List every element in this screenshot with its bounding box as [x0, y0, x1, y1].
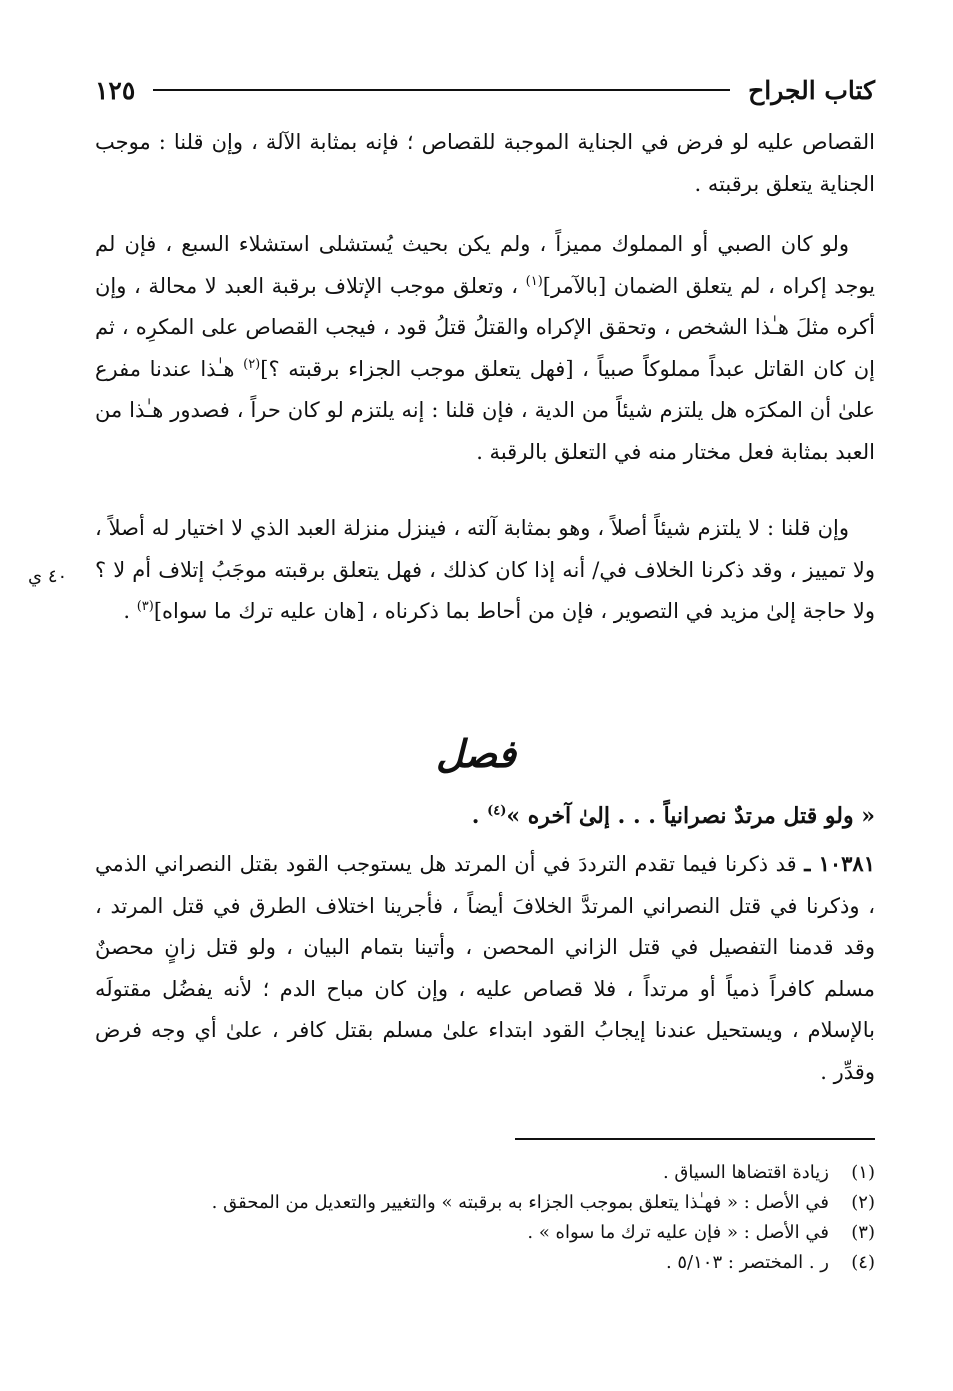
footnote-ref-1: (١) — [525, 273, 543, 289]
paragraph-2 — [95, 224, 875, 473]
footnote-4 — [95, 1248, 875, 1278]
section-quote-end: . — [471, 803, 488, 829]
paragraph-3-text: وإن قلنا : لا يلتزم شيئاً أصلاً ، وهو بمثابة آلته ، فينزل منزلة العبد الذي لا اختيار له أصلاً ، ولا تمييز ، وقد ذكرنا الخلاف في/ أنه إذا كان كذلك ، فهل يتعلق برقبته موجَبُ إتلاف أم لا ؟ ولا حاجة إلىٰ مزيد في التصوير ، فإن من أحاط بما ذكرناه ، [هان عليه ترك ما سواه] — [95, 516, 875, 623]
footnote-number: (٤) — [851, 1252, 875, 1273]
footnote-number: (١) — [851, 1162, 875, 1183]
footnote-ref-4: (٤) — [487, 803, 507, 819]
paragraph-2-text-b: ، وتعلق موجب الإتلاف برقبة العبد لا محالة ، وإن أكره مثلَ هـٰذا الشخص ، وتحقق الإكراه والقتلُ قتلُ قود ، فيجب القصاص على المكرِه ، ثم إن كان القاتل عبداً مملوكاً صبياً ، [فهل يتعلق موجب الجزاء برقبته ؟] — [95, 273, 875, 381]
paragraph-1-text: القصاص عليه لو فرض في الجناية الموجبة للقصاص ؛ فإنه بمثابة الآلة ، وإن قلنا : موجب الجناية يتعلق برقبته . — [95, 130, 875, 196]
section-heading-text: فصل — [436, 730, 516, 776]
paragraph-3-end: . — [123, 599, 137, 623]
footnote-separator — [515, 1138, 875, 1140]
paragraph-3 — [95, 508, 875, 633]
manuscript-folio-note: ٤٠ ي — [28, 566, 68, 587]
footnote-3 — [95, 1218, 875, 1248]
book-title: كتاب الجراح — [748, 75, 875, 105]
section-quote-text: « ولو قتل مرتدٌ نصرانياً . . . إلىٰ آخره » — [506, 803, 875, 829]
paragraph-numbered — [95, 843, 875, 1093]
paragraph-number: ١٠٣٨١ ـ — [804, 851, 875, 876]
footnote-ref-2: (٢) — [243, 356, 261, 372]
section-quote — [350, 796, 875, 836]
footnote-number: (٣) — [851, 1222, 875, 1243]
footnote-number: (٢) — [851, 1192, 875, 1213]
footnote-text: ر . المختصر : ٥/١٠٣ . — [665, 1252, 829, 1273]
footnote-text: في الأصل : « فإن عليه ترك ما سواه » . — [527, 1222, 829, 1243]
paragraph-1 — [95, 122, 875, 205]
page-number: ١٢٥ — [95, 75, 136, 105]
paragraph-2-text-c: هـٰذا عندنا مفرع علىٰ أن المكرَه هل يلتزم شيئاً من الدية ، فإن قلنا : إنه يلتزم لو كان حراً ، فصدور هـٰذا من العبد بمثابة فعل مختار منه في التعلق بالرقبة . — [95, 356, 875, 464]
footnote-text: زيادة اقتضاها السياق . — [662, 1162, 829, 1183]
footnote-text: في الأصل : « فهـٰذا يتعلق بموجب الجزاء به برقبته » والتغيير والتعديل من المحقق . — [211, 1192, 829, 1213]
section-heading — [416, 722, 536, 784]
footnote-1 — [95, 1158, 875, 1188]
header-rule — [153, 89, 730, 91]
running-header — [95, 70, 875, 110]
paragraph-2-text-a: ولو كان الصبي أو المملوك مميزاً ، ولم يكن بحيث يُستشلى استشلاء السبع ، فإن لم يوجد إكراه ، لم يتعلق الضمان [بالآمر] — [95, 232, 875, 298]
footnotes — [95, 1158, 875, 1278]
footnote-2 — [95, 1188, 875, 1218]
footnote-ref-3: (٣) — [136, 599, 154, 614]
paragraph-numbered-text: قد ذكرنا فيما تقدم الترددَ في أن المرتد هل يستوجب القود بقتل النصراني الذمي ، وذكرنا في قتل النصراني المرتدَّ الخلافَ أيضاً ، فأجرينا اختلاف الطرق في قتل المرتد ، وقد قدمنا التفصيل في قتل الزاني المحصن ، وأتينا بتمام البيان ، ولو قتل زانٍ محصنٌ مسلم كافراً ذمياً أو مرتداً ، فلا قصاص عليه ، وإن كان مباح الدم ؛ لأنه يفضُل مقتولَه بالإسلام ، ويستحيل عندنا إيجابُ القود ابتداء علىٰ مسلم بقتل كافر ، علىٰ أي وجه فرض وقدِّر . — [95, 852, 875, 1084]
